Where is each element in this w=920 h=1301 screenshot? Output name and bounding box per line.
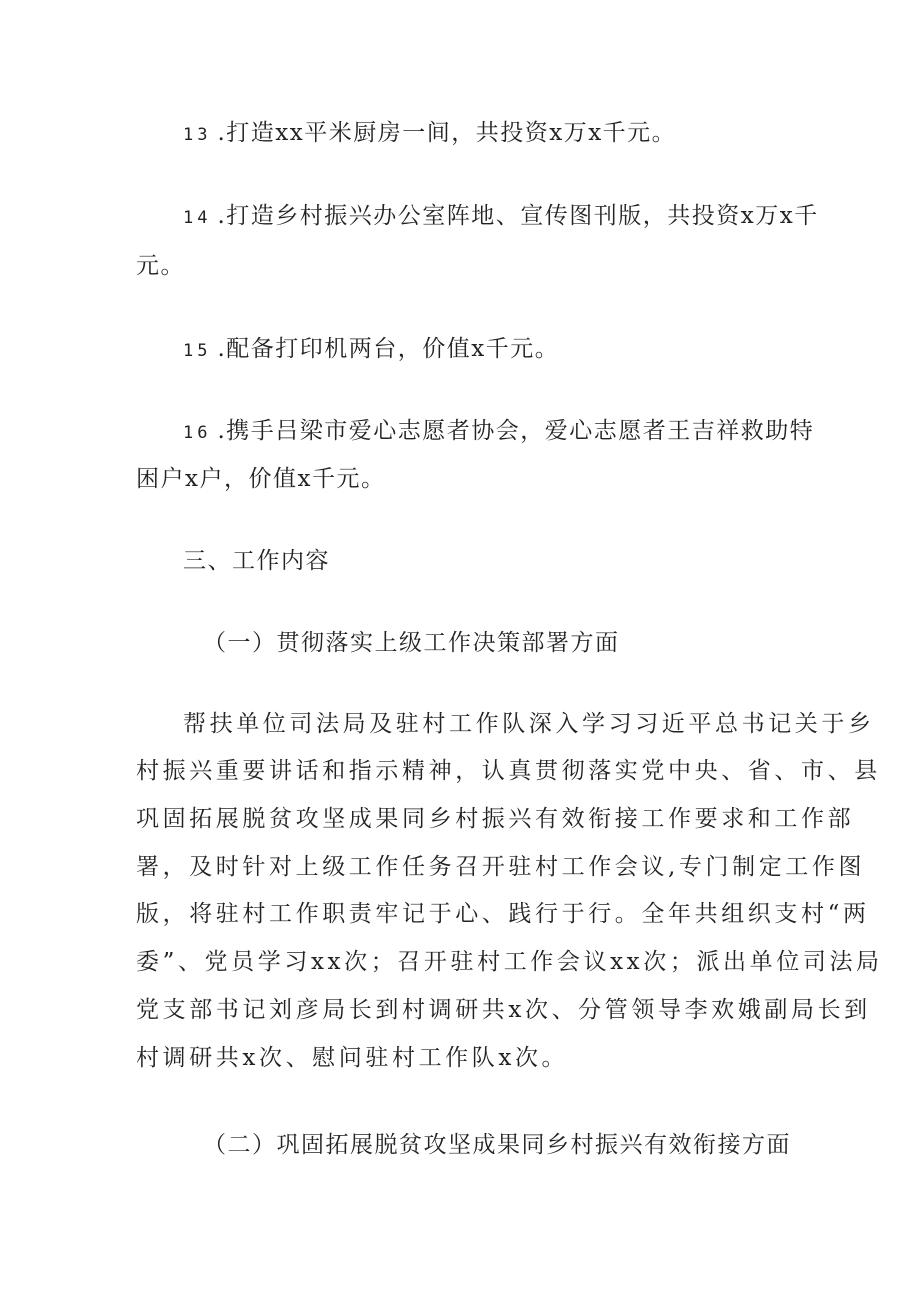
paragraph-line: 版，将驻村工作职责牢记于心、践行于行。全年共组织支村“两	[136, 901, 870, 927]
list-item-16-continuation	[136, 468, 385, 491]
paragraph-line: 署，及时针对上级工作任务召开驻村工作会议,专门制定工作图	[136, 854, 866, 880]
list-item-13	[183, 122, 676, 145]
paragraph-line: 村调研共x次、慰问驻村工作队x次。	[136, 1045, 569, 1071]
list-item-16	[183, 420, 814, 443]
list-item-15	[183, 338, 559, 361]
paragraph-line: 党支部书记刘彦局长到村调研共x次、分管领导李欢娥副局长到	[136, 997, 871, 1023]
subsection-heading-1: （一）贯彻落实上级工作决策部署方面	[203, 630, 620, 656]
item-text: 元。	[136, 253, 185, 279]
item-number: 14	[183, 208, 212, 228]
list-item-14-continuation	[136, 255, 185, 278]
paragraph-line: 村振兴重要讲话和指示精神，认真贯彻落实党中央、省、市、县	[136, 758, 881, 784]
item-text: .打造乡村振兴办公室阵地、宣传图刊版，共投资x万x千	[217, 203, 819, 229]
paragraph-line: 委”、党员学习xx次；召开驻村工作会议xx次；派出单位司法局	[136, 949, 883, 975]
list-item-14	[183, 205, 819, 228]
item-number: 16	[183, 423, 212, 443]
paragraph-line: 巩固拓展脱贫攻坚成果同乡村振兴有效衔接工作要求和工作部	[136, 806, 855, 832]
item-number: 15	[183, 341, 212, 361]
item-number: 13	[183, 125, 212, 145]
item-text: .携手吕梁市爱心志愿者协会，爱心志愿者王吉祥救助特	[217, 418, 815, 444]
subsection-heading-2: （二）巩固拓展脱贫攻坚成果同乡村振兴有效衔接方面	[203, 1132, 791, 1158]
paragraph-line: 帮扶单位司法局及驻村工作队深入学习习近平总书记关于乡	[183, 711, 875, 737]
item-text: 困户x户，价值x千元。	[136, 466, 386, 492]
section-heading: 三、工作内容	[183, 548, 330, 574]
item-text: .配备打印机两台，价值x千元。	[217, 336, 560, 362]
item-text: .打造xx平米厨房一间，共投资x万x千元。	[217, 120, 677, 146]
